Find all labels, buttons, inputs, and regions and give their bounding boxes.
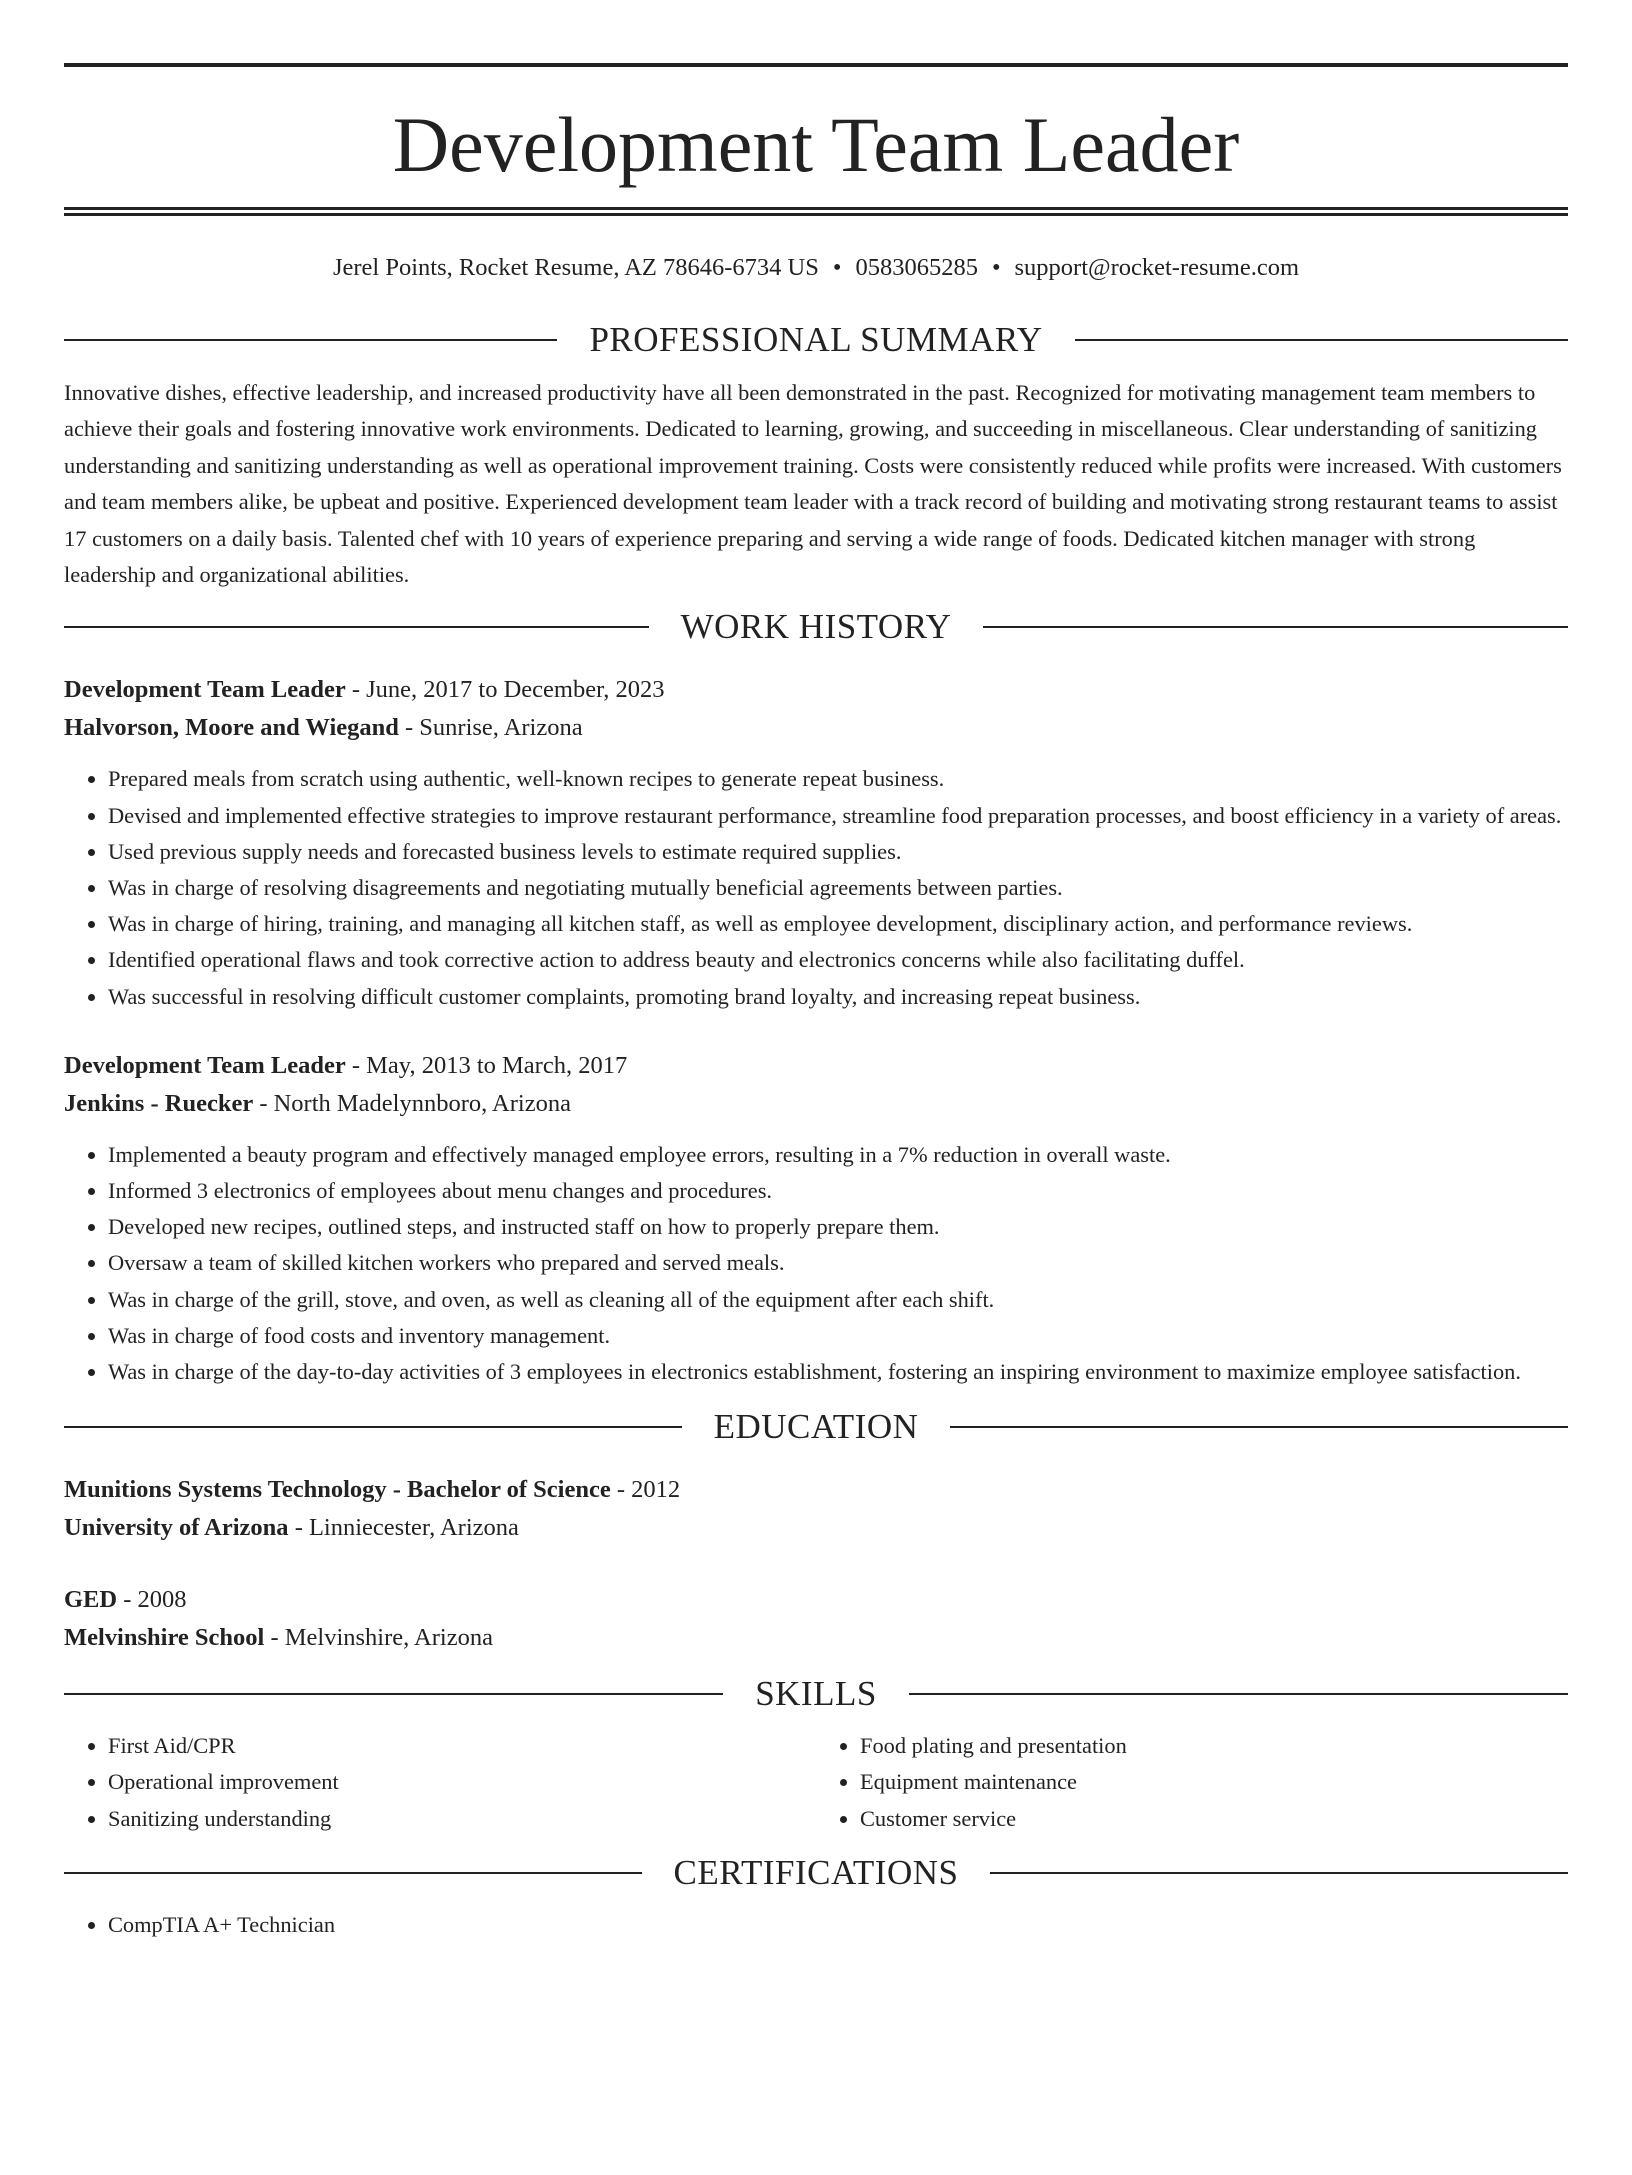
- certification-item: • CompTIA A+ Technician: [108, 1907, 1568, 1943]
- job-bullet-list: [64, 761, 1568, 1014]
- education-school-line: [64, 1509, 1568, 1547]
- heading-rule: [983, 626, 1568, 628]
- list-item: • Oversaw a team of skilled kitchen workers who prepared and served meals.: [108, 1245, 1568, 1281]
- list-item: • Informed 3 electronics of employees about menu changes and procedures.: [108, 1173, 1568, 1209]
- section-heading-summary: [64, 320, 1568, 360]
- education-year: - 2008: [117, 1586, 187, 1614]
- education-entry: [64, 1581, 1568, 1657]
- section-heading-skills: [64, 1674, 1568, 1714]
- contact-phone: 0583065285: [855, 254, 978, 281]
- education-degree: GED: [64, 1586, 118, 1614]
- skill-item: • Food plating and presentation: [860, 1728, 1568, 1764]
- job-title-line: [64, 1047, 1568, 1085]
- heading-rule: [950, 1426, 1568, 1428]
- job-title-line: [64, 671, 1568, 709]
- job-location: - North Madelynnboro, Arizona: [253, 1089, 571, 1117]
- education-degree-line: [64, 1581, 1568, 1619]
- job-title: Development Team Leader: [64, 1051, 346, 1079]
- education-entry: [64, 1471, 1568, 1547]
- education-school-line: [64, 1619, 1568, 1657]
- resume-title: Development Team Leader: [392, 101, 1240, 188]
- certifications-list: [64, 1907, 1568, 1943]
- list-item: • Devised and implemented effective strategies to improve restaurant performance, streamline food preparation processes, and boost efficiency in a variety of areas.: [108, 798, 1568, 834]
- skill-item: • First Aid/CPR: [108, 1728, 816, 1764]
- contact-email: support@rocket-resume.com: [1014, 254, 1300, 281]
- list-item: • Was in charge of resolving disagreements and negotiating mutually beneficial agreements between parties.: [108, 870, 1568, 906]
- job-company: Halvorson, Moore and Wiegand: [64, 714, 399, 742]
- list-item: • Was in charge of food costs and inventory management.: [108, 1318, 1568, 1354]
- job-dates: - May, 2013 to March, 2017: [345, 1051, 628, 1079]
- heading-rule: [64, 1693, 723, 1695]
- list-item: • Developed new recipes, outlined steps, and instructed staff on how to properly prepare them.: [108, 1209, 1568, 1245]
- contact-line: [64, 251, 1568, 285]
- education-location: - Linniecester, Arizona: [288, 1514, 519, 1542]
- job-company-line: [64, 709, 1568, 747]
- contact-separator: •: [991, 254, 1001, 281]
- section-heading-certifications: [64, 1853, 1568, 1893]
- summary-text: Innovative dishes, effective leadership, and increased productivity have all been demonstrated in the past. Recognized for motivating management team members to achieve their goals and fostering innovative work environments. Dedicated to learning, growing, and succeeding in miscellaneous. Clear understanding of sanitizing understanding and sanitizing understanding as well as operational improvement training. Costs were consistently reduced while profits were increased. With customers and team members alike, be upbeat and positive. Experienced development team leader with a track record of building and motivating strong restaurant teams to assist 17 customers on a daily basis. Talented chef with 10 years of experience preparing and serving a wide range of foods. Dedicated kitchen manager with strong leadership and organizational abilities.: [64, 380, 1562, 588]
- job-location: - Sunrise, Arizona: [398, 714, 583, 742]
- contact-separator: •: [832, 254, 842, 281]
- heading-rule: [64, 339, 557, 341]
- section-label: SKILLS: [755, 1674, 877, 1714]
- job-bullet-list: [64, 1137, 1568, 1390]
- job-entry: [64, 671, 1568, 1014]
- job-dates: - June, 2017 to December, 2023: [345, 676, 665, 704]
- skills-column-right: [816, 1728, 1568, 1837]
- job-title: Development Team Leader: [64, 676, 346, 704]
- skill-item: • Customer service: [860, 1801, 1568, 1837]
- heading-rule: [64, 1872, 642, 1874]
- skills-grid: [64, 1728, 1568, 1837]
- education-school: University of Arizona: [64, 1514, 289, 1542]
- skill-item: • Operational improvement: [108, 1764, 816, 1800]
- education-degree: Munitions Systems Technology - Bachelor of Science: [64, 1476, 611, 1504]
- title-double-rule: [64, 207, 1568, 216]
- heading-rule: [909, 1693, 1568, 1695]
- list-item: • Was successful in resolving difficult customer complaints, promoting brand loyalty, and increasing repeat business.: [108, 979, 1568, 1015]
- list-item: • Used previous supply needs and forecasted business levels to estimate required supplies.: [108, 834, 1568, 870]
- list-item: • Was in charge of hiring, training, and managing all kitchen staff, as well as employee development, disciplinary action, and performance reviews.: [108, 906, 1568, 942]
- section-label: WORK HISTORY: [680, 607, 952, 647]
- section-heading-work-history: [64, 607, 1568, 647]
- top-rule: [64, 63, 1568, 67]
- job-entry: [64, 1047, 1568, 1390]
- education-location: - Melvinshire, Arizona: [264, 1624, 493, 1652]
- skill-item: • Sanitizing understanding: [108, 1801, 816, 1837]
- section-label: CERTIFICATIONS: [673, 1852, 959, 1892]
- skills-column-left: [64, 1728, 816, 1837]
- list-item: • Prepared meals from scratch using authentic, well-known recipes to generate repeat business.: [108, 761, 1568, 797]
- section-heading-education: [64, 1407, 1568, 1447]
- resume-page: [0, 63, 1632, 2175]
- heading-rule: [64, 1426, 682, 1428]
- list-item: • Implemented a beauty program and effectively managed employee errors, resulting in a 7% reduction in overall waste.: [108, 1137, 1568, 1173]
- heading-rule: [1075, 339, 1568, 341]
- skill-item: • Equipment maintenance: [860, 1764, 1568, 1800]
- job-company: Jenkins - Ruecker: [64, 1089, 254, 1117]
- contact-address: Jerel Points, Rocket Resume, AZ 78646-6734 US: [332, 254, 819, 281]
- section-label: PROFESSIONAL SUMMARY: [589, 320, 1043, 359]
- education-year: - 2012: [610, 1476, 681, 1504]
- list-item: • Identified operational flaws and took corrective action to address beauty and electronics concerns while also facilitating duffel.: [108, 942, 1568, 978]
- education-school: Melvinshire School: [64, 1624, 265, 1652]
- list-item: • Was in charge of the grill, stove, and oven, as well as cleaning all of the equipment after each shift.: [108, 1282, 1568, 1318]
- heading-rule: [64, 626, 649, 628]
- heading-rule: [990, 1872, 1568, 1874]
- list-item: • Was in charge of the day-to-day activities of 3 employees in electronics establishment, fostering an inspiring environment to maximize employee satisfaction.: [108, 1354, 1568, 1390]
- education-degree-line: [64, 1471, 1568, 1509]
- section-label: EDUCATION: [713, 1407, 919, 1447]
- job-company-line: [64, 1085, 1568, 1123]
